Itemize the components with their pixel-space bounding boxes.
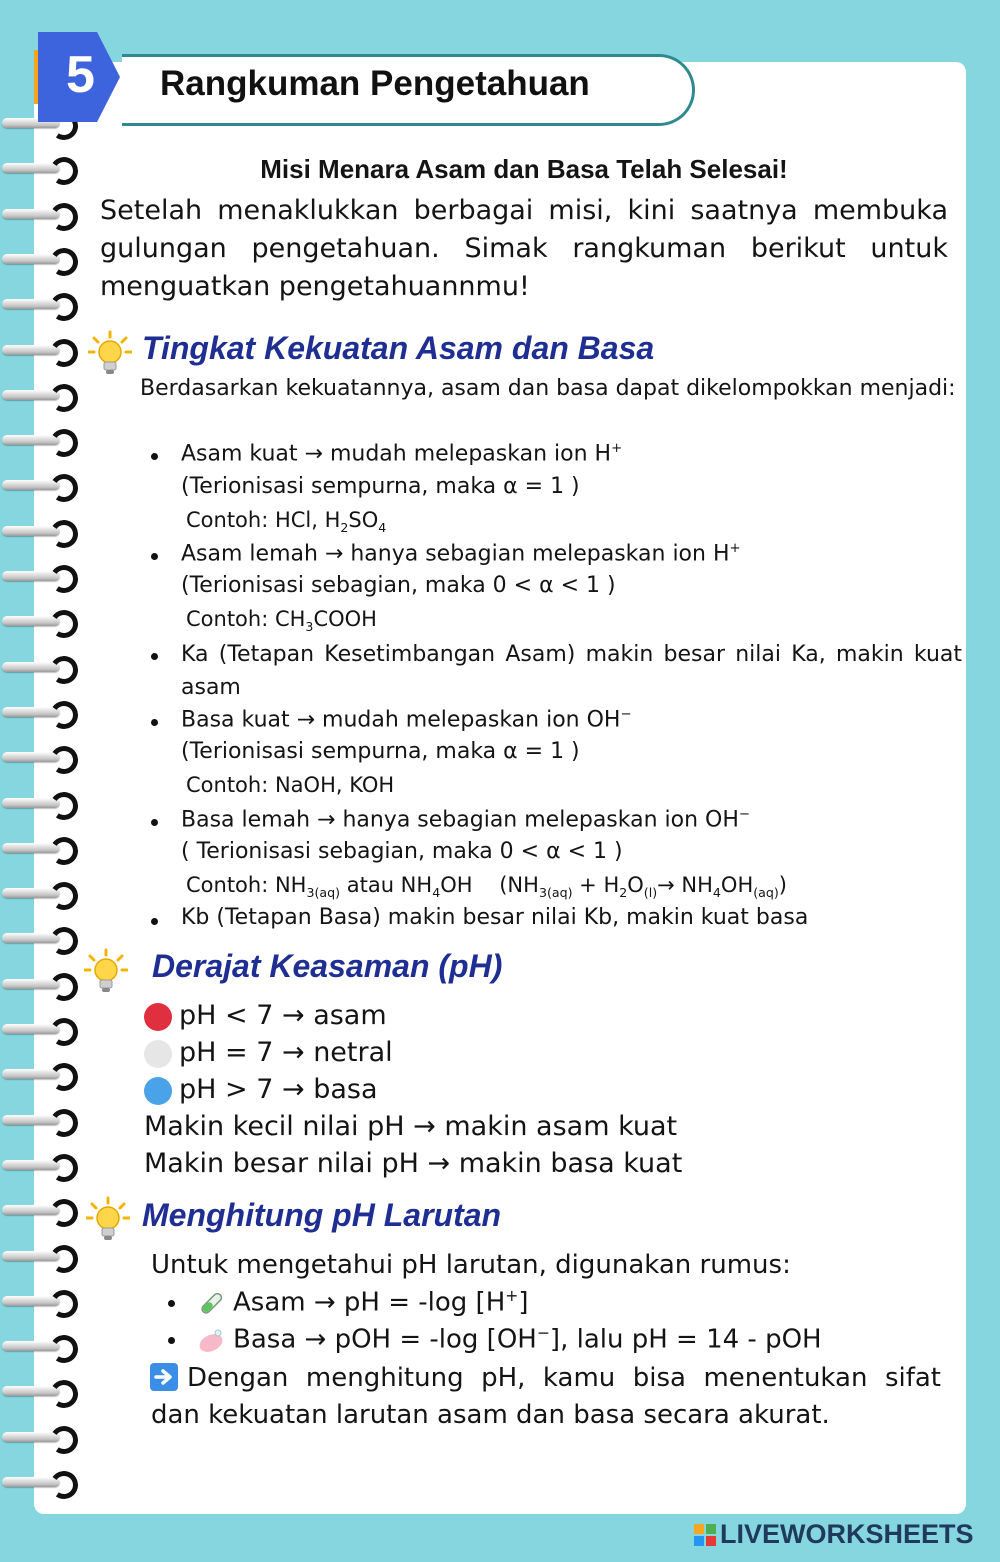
basa-lemah-example: Contoh: $NH_{3(aq)}$ atau $NH_4OH$ $(NH_{3(aq)} + H_2O_{(l)}\to NH_4OH_{(aq)})$	[186, 873, 787, 901]
ph-neutral-row: pH = 7 → netral	[179, 1037, 393, 1068]
asam-kuat-note: (Terionisasi sempurna, maka α = 1 )	[181, 474, 580, 499]
basa-lemah-line: Basa lemah → hanya sebagian melepaskan ion OH−	[181, 807, 750, 833]
spiral-ring	[0, 790, 80, 820]
asam-lemah-label: Asam lemah	[181, 541, 318, 567]
spiral-ring	[0, 880, 80, 910]
example-text: OH	[440, 873, 473, 897]
example-text: atau NH	[346, 873, 433, 897]
formula-acid: Asam → pH = -log [H+]	[233, 1287, 529, 1318]
base-color-dot	[144, 1077, 172, 1105]
spiral-ring	[0, 1333, 80, 1363]
section-title-calc: Menghitung pH Larutan	[142, 1197, 502, 1233]
spiral-ring	[0, 563, 80, 593]
bullet-dot	[151, 653, 158, 660]
spiral-ring	[0, 472, 80, 502]
asam-lemah-line: Asam lemah → hanya sebagian melepaskan ion H+	[181, 541, 741, 567]
formula-acid-text: Asam → pH = -log [H	[233, 1287, 506, 1318]
asam-lemah-example: Contoh: $CH_3COOH$	[186, 607, 377, 635]
acid-color-dot	[144, 1003, 172, 1031]
kb-text: Kb (Tetapan Basa) makin besar nilai Kb, makin kuat basa	[181, 905, 809, 930]
spiral-ring	[0, 925, 80, 955]
asam-kuat-example: Contoh: HCl, $H_2SO_4$	[186, 508, 387, 536]
spiral-ring	[0, 1197, 80, 1227]
example-text: Contoh: NH	[186, 873, 307, 897]
spiral-ring	[0, 1243, 80, 1273]
liveworksheets-logo-icon	[694, 1524, 716, 1546]
spiral-ring	[0, 201, 80, 231]
spiral-ring	[0, 337, 80, 367]
bullet-dot	[151, 719, 158, 726]
spiral-ring	[0, 1378, 80, 1408]
bullet-dot	[151, 453, 158, 460]
formula-base: Basa → pOH = -log [OH−], lalu pH = 14 - pOH	[233, 1324, 822, 1355]
spiral-ring	[0, 654, 80, 684]
basa-lemah-note: ( Terionisasi sebagian, maka 0 < α < 1 )	[181, 839, 623, 864]
spiral-ring	[0, 1152, 80, 1182]
mission-heading: Misi Menara Asam dan Basa Telah Selesai!	[260, 154, 788, 184]
spiral-ring	[0, 1469, 80, 1499]
spiral-ring	[0, 518, 80, 548]
lightbulb-icon	[86, 1196, 130, 1244]
soap-icon	[196, 1326, 226, 1356]
section-number: 5	[66, 46, 95, 104]
ph-rule-large: Makin besar nilai pH → makin basa kuat	[144, 1148, 683, 1179]
bullet-dot	[151, 819, 158, 826]
spiral-ring	[0, 155, 80, 185]
spiral-binding	[0, 110, 90, 1470]
lightbulb-icon	[88, 330, 132, 378]
ph-rule-small: Makin kecil nilai pH → makin asam kuat	[144, 1111, 678, 1142]
basa-kuat-line: Basa kuat → mudah melepaskan ion OH−	[181, 707, 632, 733]
asam-kuat-line: Asam kuat → mudah melepaskan ion H+	[181, 441, 623, 467]
basa-kuat-desc: mudah melepaskan ion OH	[322, 707, 621, 733]
ph-base-row: pH > 7 → basa	[179, 1074, 378, 1105]
strength-intro: Berdasarkan kekuatannya, asam dan basa dapat dikelompokkan menjadi:	[140, 376, 956, 401]
spiral-ring	[0, 1107, 80, 1137]
basa-kuat-note: (Terionisasi sempurna, maka α = 1 )	[181, 739, 580, 764]
spiral-ring	[0, 1016, 80, 1046]
spiral-ring	[0, 1424, 80, 1454]
conclusion-text: Dengan menghitung pH, kamu bisa menentukan sifat dan kekuatan larutan asam dan basa secara akurat.	[151, 1363, 941, 1430]
section-title-ph: Derajat Keasaman (pH)	[152, 948, 503, 984]
bullet-dot	[151, 553, 158, 560]
example-text: COOH	[313, 607, 377, 631]
example-text: Contoh: CH	[186, 607, 306, 631]
spiral-ring	[0, 744, 80, 774]
basa-lemah-label: Basa lemah	[181, 807, 311, 833]
basa-lemah-desc: hanya sebagian melepaskan ion OH	[342, 807, 739, 833]
section-title-strength: Tingkat Kekuatan Asam dan Basa	[142, 330, 655, 366]
formula-base-text: Basa → pOH = -log [OH	[233, 1324, 537, 1355]
basa-kuat-example: Contoh: NaOH, KOH	[186, 773, 395, 797]
spiral-ring	[0, 427, 80, 457]
asam-kuat-label: Asam kuat	[181, 441, 298, 467]
bullet-dot	[168, 1300, 175, 1307]
asam-lemah-note: (Terionisasi sebagian, maka 0 < α < 1 )	[181, 573, 616, 598]
bullet-dot	[151, 918, 158, 925]
intro-text: Setelah menaklukkan berbagai misi, kini saatnya membuka gulungan pengetahuan. Simak rangkuman berikut untuk menguatkan pengetahuannmu!	[100, 195, 948, 302]
ka-text: Ka (Tetapan Kesetimbangan Asam) makin besar nilai Ka, makin kuat asam	[181, 642, 962, 700]
spiral-ring	[0, 971, 80, 1001]
lightbulb-icon	[84, 948, 128, 996]
spiral-ring	[0, 608, 80, 638]
liveworksheets-logo: LIVEWORKSHEETS	[720, 1519, 974, 1549]
bullet-dot	[168, 1337, 175, 1344]
test-tube-icon	[196, 1289, 226, 1319]
spiral-ring	[0, 1288, 80, 1318]
spiral-ring	[0, 291, 80, 321]
basa-kuat-label: Basa kuat	[181, 707, 290, 733]
spiral-ring	[0, 382, 80, 412]
asam-lemah-desc: hanya sebagian melepaskan ion H	[350, 541, 730, 567]
formula-base-text2: ], lalu pH = 14 - pOH	[549, 1324, 822, 1355]
spiral-ring	[0, 1061, 80, 1091]
asam-kuat-desc: mudah melepaskan ion H	[329, 441, 612, 467]
spiral-ring	[0, 699, 80, 729]
calc-intro: Untuk mengetahui pH larutan, digunakan rumus:	[151, 1250, 791, 1280]
neutral-color-dot	[144, 1040, 172, 1068]
example-text: SO	[348, 508, 379, 532]
ph-acid-row: pH < 7 → asam	[179, 1000, 387, 1031]
spiral-ring	[0, 835, 80, 865]
page-title: Rangkuman Pengetahuan	[160, 64, 590, 103]
spiral-ring	[0, 246, 80, 276]
example-text: Contoh: HCl, H	[186, 508, 341, 532]
